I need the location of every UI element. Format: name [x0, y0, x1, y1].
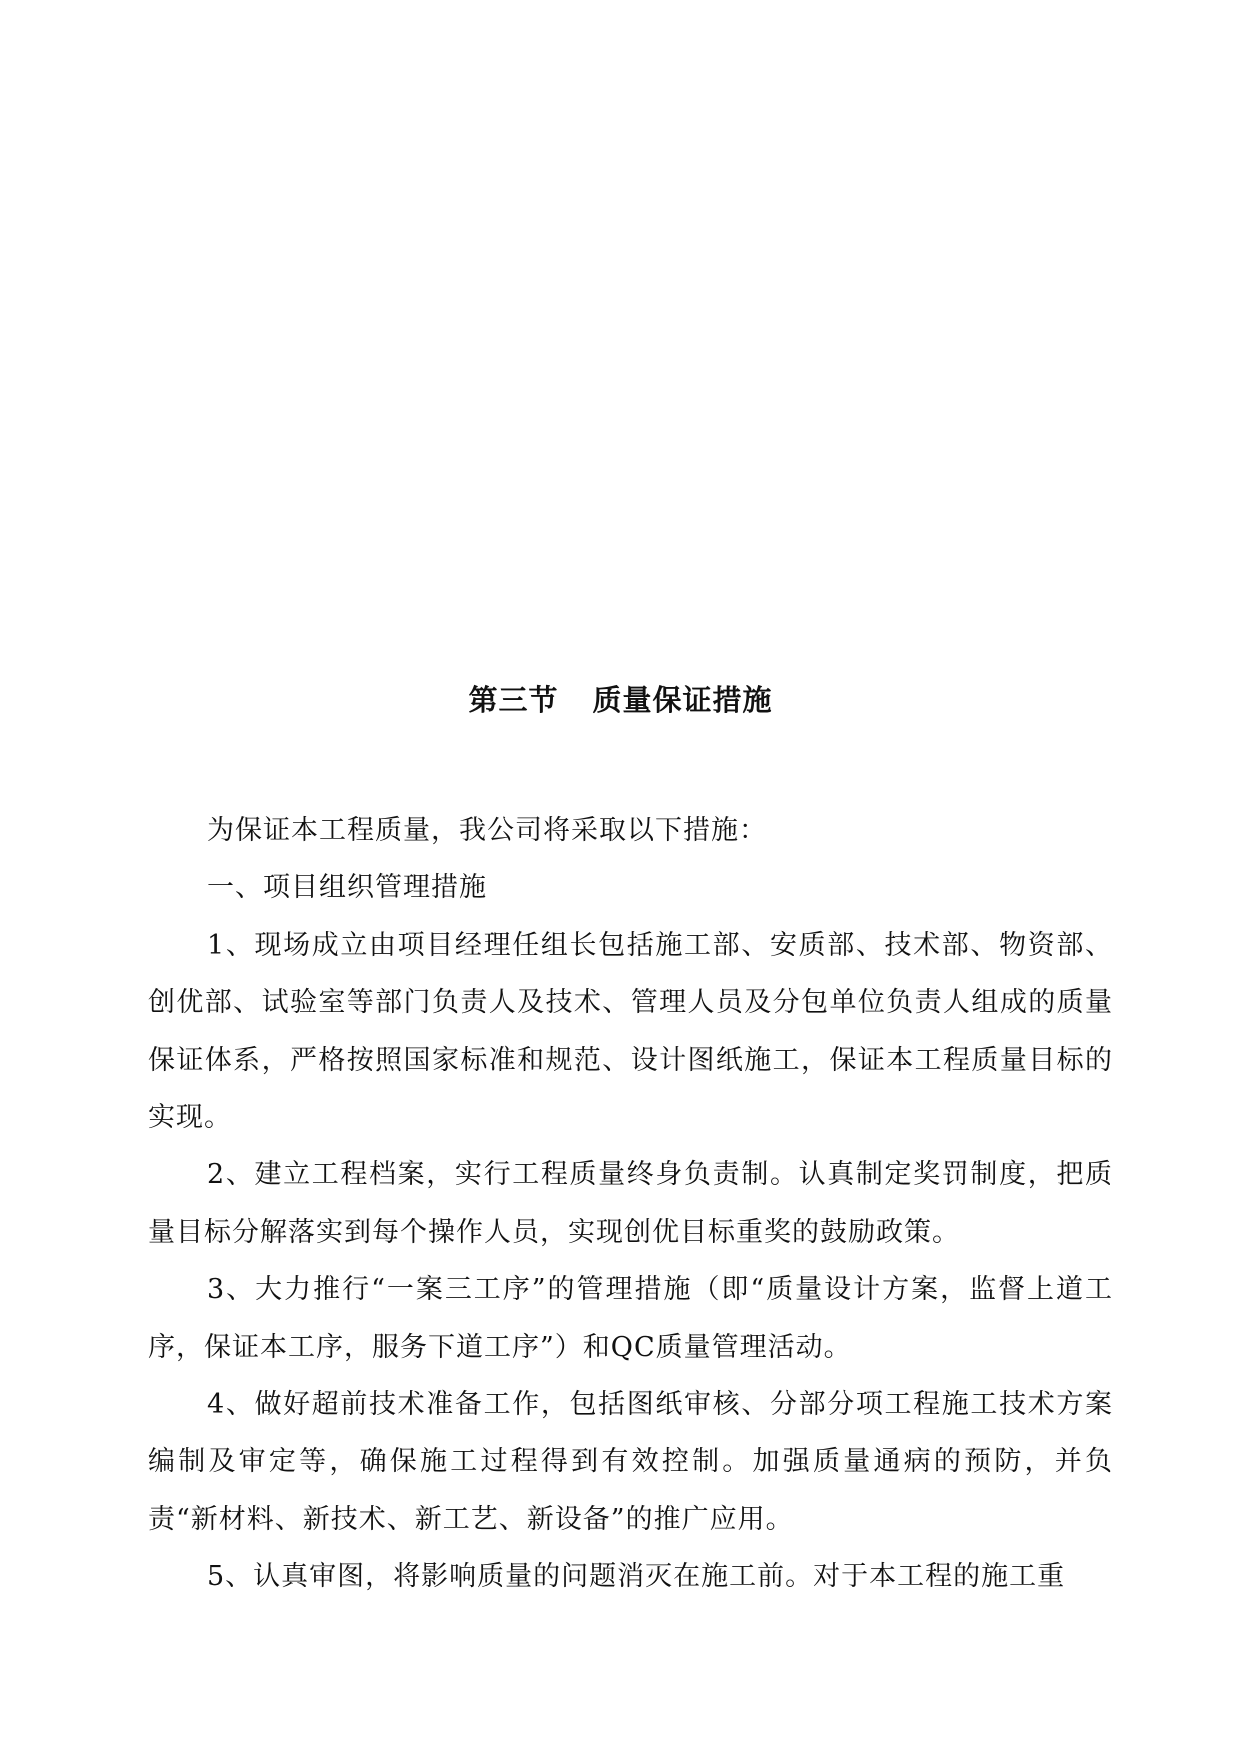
section-title: 质量保证措施: [592, 683, 773, 717]
section-heading: [0, 680, 1241, 720]
paragraph-item-4: 4、做好超前技术准备工作，包括图纸审核、分部分项工程施工技术方案编制及审定等，确保施工过程得到有效控制。加强质量通病的预防，并负责“新材料、新技术、新工艺、新设备”的推广应用。: [148, 1389, 1113, 1535]
body-text: [148, 802, 1113, 1606]
intro-paragraph: 为保证本工程质量，我公司将采取以下措施：: [207, 815, 767, 846]
section-number: 第三节: [468, 683, 559, 717]
paragraph-item-1: 1、现场成立由项目经理任组长包括施工部、安质部、技术部、物资部、创优部、试验室等部门负责人及技术、管理人员及分包单位负责人组成的质量保证体系，严格按照国家标准和规范、设计图纸施工，保证本工程质量目标的实现。: [148, 929, 1113, 1134]
paragraph-item-2: 2、建立工程档案，实行工程质量终身负责制。认真制定奖罚制度，把质量目标分解落实到每个操作人员，实现创优目标重奖的鼓励政策。: [148, 1159, 1113, 1248]
paragraph-item-3: 3、大力推行“一案三工序”的管理措施（即“质量设计方案，监督上道工序，保证本工序，服务下道工序”）和QC质量管理活动。: [148, 1274, 1113, 1363]
subheading-project-organization: 一、项目组织管理措施: [207, 872, 487, 904]
paragraph-item-5: 5、认真审图，将影响质量的问题消灭在施工前。对于本工程的施工重: [207, 1561, 1066, 1593]
